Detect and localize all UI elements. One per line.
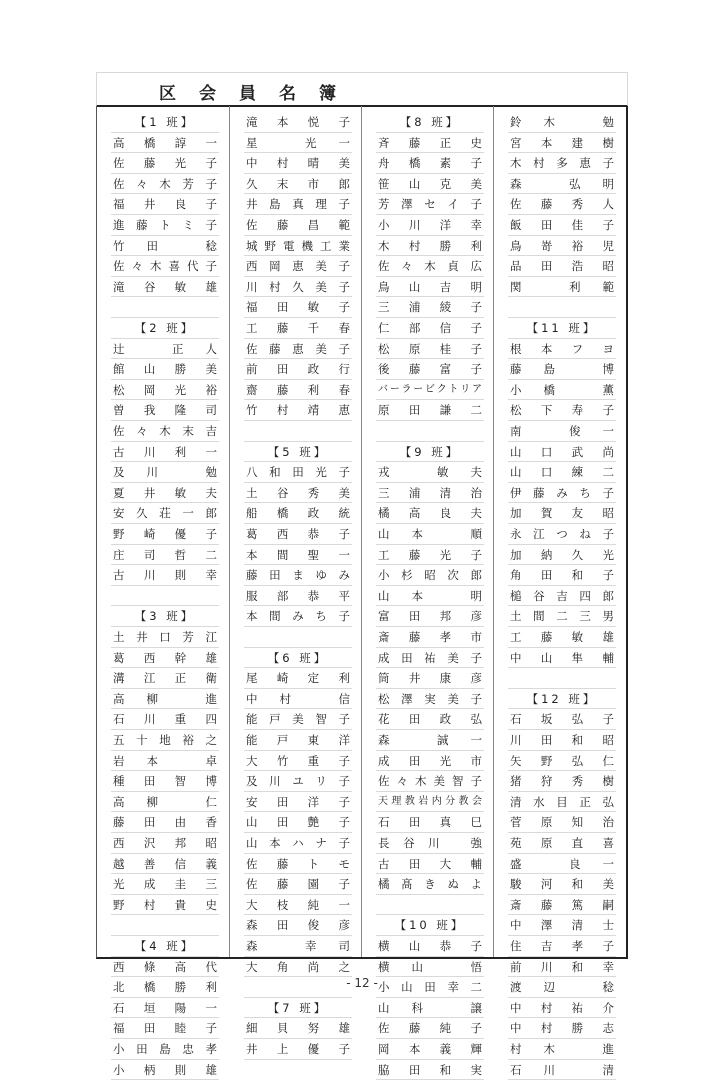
- member-name: 花 田 政 弘: [376, 709, 484, 730]
- member-name: 安 久 荘 一 郎: [111, 503, 219, 524]
- member-name: 芳 澤 セ イ 子: [376, 194, 484, 215]
- member-name: 小 柄 則 雄: [111, 1060, 219, 1080]
- member-name: 三 浦 綾 子: [376, 297, 484, 318]
- member-name: 山 田 艶 子: [244, 812, 352, 833]
- roster-column-4: [493, 106, 626, 1077]
- member-name: 竹 村 靖 恵: [244, 400, 352, 421]
- blank-row: [376, 421, 484, 442]
- member-name: 種 田 智 博: [111, 771, 219, 792]
- member-name: 服 部 恭 平: [244, 586, 352, 607]
- member-name: 安 田 洋 子: [244, 792, 352, 813]
- member-name: 飯 田 佳 子: [508, 215, 616, 236]
- member-name: 小 川 洋 幸: [376, 215, 484, 236]
- roster-column-1: [97, 106, 229, 1077]
- member-name: 葛 西 幹 雄: [111, 648, 219, 669]
- member-name: 夏 井 敏 夫: [111, 483, 219, 504]
- member-name: 中 村 晴 美: [244, 153, 352, 174]
- member-name: 天 理 教 岩 内 分 教 会: [376, 792, 484, 813]
- group-heading: 【9 班】: [376, 442, 484, 463]
- member-name: 野 村 貴 史: [111, 895, 219, 916]
- group-heading: 【1 班】: [111, 112, 219, 133]
- member-name: 工 藤 光 子: [376, 545, 484, 566]
- member-name: 曽 我 隆 司: [111, 400, 219, 421]
- member-name: 本 間 み ち 子: [244, 606, 352, 627]
- member-name: 品 田 浩 昭: [508, 256, 616, 277]
- member-name: 駿 河 和 美: [508, 874, 616, 895]
- member-name: 細 貝 努 雄: [244, 1018, 352, 1039]
- member-name: 原 田 謙 二: [376, 400, 484, 421]
- member-name: 古 川 利 一: [111, 442, 219, 463]
- group-heading: 【2 班】: [111, 318, 219, 339]
- blank-row: [111, 586, 219, 607]
- member-name: 宮 本 建 樹: [508, 133, 616, 154]
- member-name: 根 本 フ ヨ: [508, 339, 616, 360]
- member-name: 葛 西 恭 子: [244, 524, 352, 545]
- member-name: 鳥 山 吉 明: [376, 277, 484, 298]
- member-name: 後 藤 富 子: [376, 359, 484, 380]
- member-name: 小 山 田 幸 二: [376, 977, 484, 998]
- member-name: 加 賀 友 昭: [508, 503, 616, 524]
- member-name: 横 山 恭 子: [376, 936, 484, 957]
- member-name: 石 川 重 四: [111, 709, 219, 730]
- member-name: 佐 々 木 喜 代 子: [111, 256, 219, 277]
- member-name: 藤 田 由 香: [111, 812, 219, 833]
- member-name: 森 弘 明: [508, 174, 616, 195]
- member-name: 西 沢 邦 昭: [111, 833, 219, 854]
- member-name: 笹 山 克 美: [376, 174, 484, 195]
- member-name: 村 木 進: [508, 1039, 616, 1060]
- member-name: 大 枝 純 一: [244, 895, 352, 916]
- member-name: 森 田 俊 彦: [244, 915, 352, 936]
- member-name: 八 和 田 光 子: [244, 462, 352, 483]
- member-name: 松 原 桂 子: [376, 339, 484, 360]
- member-name: 中 村 祐 介: [508, 998, 616, 1019]
- member-name: 富 田 邦 彦: [376, 606, 484, 627]
- group-heading: 【12 班】: [508, 689, 616, 710]
- member-name: 角 田 和 子: [508, 565, 616, 586]
- member-name: 能 戸 美 智 子: [244, 709, 352, 730]
- member-name: 仁 部 信 子: [376, 318, 484, 339]
- member-name: 松 澤 実 美 子: [376, 689, 484, 710]
- member-name: 滝 本 悦 子: [244, 112, 352, 133]
- member-name: 齋 藤 利 春: [244, 380, 352, 401]
- group-heading: 【6 班】: [244, 648, 352, 669]
- member-name: 佐 藤 ト モ: [244, 854, 352, 875]
- group-heading: 【4 班】: [111, 936, 219, 957]
- member-name: 川 村 久 美 子: [244, 277, 352, 298]
- member-name: 長 谷 川 強: [376, 833, 484, 854]
- page-title: 区会員名簿: [159, 84, 359, 104]
- member-name: 脇 田 和 実: [376, 1060, 484, 1080]
- member-name: 大 角 尚 之: [244, 957, 352, 978]
- member-name: 及 川 勉: [111, 462, 219, 483]
- member-name: 城 野 電 機 工 業: [244, 236, 352, 257]
- member-name: 戎 敏 夫: [376, 462, 484, 483]
- blank-row: [508, 668, 616, 689]
- blank-row: [111, 915, 219, 936]
- member-name: 光 成 圭 三: [111, 874, 219, 895]
- member-name: 木 村 多 恵 子: [508, 153, 616, 174]
- member-name: 工 藤 千 春: [244, 318, 352, 339]
- member-name: 中 澤 清 士: [508, 915, 616, 936]
- member-name: 川 田 和 昭: [508, 730, 616, 751]
- group-heading: 【10 班】: [376, 915, 484, 936]
- member-name: 庄 司 哲 二: [111, 545, 219, 566]
- member-name: 佐 々 木 末 吉: [111, 421, 219, 442]
- member-name: 佐 藤 恵 美 子: [244, 339, 352, 360]
- member-name: 佐 藤 純 子: [376, 1018, 484, 1039]
- member-name: 森 幸 司: [244, 936, 352, 957]
- member-name: 南 俊 一: [508, 421, 616, 442]
- member-name: 佐 藤 秀 人: [508, 194, 616, 215]
- member-name: バ ー ラ ー ビ ク ト リ ア: [376, 380, 484, 401]
- page-number: - 12 -: [346, 976, 378, 990]
- member-name: 住 吉 孝 子: [508, 936, 616, 957]
- member-name: 菅 原 知 治: [508, 812, 616, 833]
- member-name: 館 山 勝 美: [111, 359, 219, 380]
- member-name: 盛 良 一: [508, 854, 616, 875]
- member-name: 石 川 清: [508, 1060, 616, 1080]
- member-name: 前 田 政 行: [244, 359, 352, 380]
- member-name: 中 村 信: [244, 689, 352, 710]
- blank-row: [111, 297, 219, 318]
- member-name: 越 善 信 義: [111, 854, 219, 875]
- member-name: 古 田 大 輔: [376, 854, 484, 875]
- member-name: 松 下 寿 子: [508, 400, 616, 421]
- member-name: 佐 々 木 芳 子: [111, 174, 219, 195]
- member-name: 永 江 つ ね 子: [508, 524, 616, 545]
- blank-row: [244, 421, 352, 442]
- member-name: 山 口 武 尚: [508, 442, 616, 463]
- member-name: 山 本 順: [376, 524, 484, 545]
- member-name: 山 口 練 二: [508, 462, 616, 483]
- member-name: 加 納 久 光: [508, 545, 616, 566]
- member-name: 槌 谷 吉 四 郎: [508, 586, 616, 607]
- member-name: 西 岡 恵 美 子: [244, 256, 352, 277]
- member-name: 井 島 真 理 子: [244, 194, 352, 215]
- member-name: 矢 野 弘 仁: [508, 751, 616, 772]
- member-name: 山 本 明: [376, 586, 484, 607]
- group-heading: 【8 班】: [376, 112, 484, 133]
- member-name: 山 本 ハ ナ 子: [244, 833, 352, 854]
- member-name: 進 藤 ト ミ 子: [111, 215, 219, 236]
- blank-row: [508, 297, 616, 318]
- member-name: 藤 田 ま ゆ み: [244, 565, 352, 586]
- member-name: 福 田 敏 子: [244, 297, 352, 318]
- member-name: 高 橋 諄 一: [111, 133, 219, 154]
- member-name: 佐 々 木 美 智 子: [376, 771, 484, 792]
- member-name: 中 山 隼 輔: [508, 648, 616, 669]
- member-name: 石 田 真 巳: [376, 812, 484, 833]
- member-name: 佐 藤 昌 範: [244, 215, 352, 236]
- member-name: 工 藤 敏 雄: [508, 627, 616, 648]
- member-name: 橘 髙 き ぬ よ: [376, 874, 484, 895]
- member-name: 福 田 睦 子: [111, 1018, 219, 1039]
- member-name: 山 科 譲: [376, 998, 484, 1019]
- member-name: 船 橋 政 統: [244, 503, 352, 524]
- member-name: 中 村 勝 志: [508, 1018, 616, 1039]
- member-name: 鳥 嵜 裕 児: [508, 236, 616, 257]
- member-name: 竹 田 稔: [111, 236, 219, 257]
- member-name: 本 間 聖 一: [244, 545, 352, 566]
- member-name: 斎 藤 篤 嗣: [508, 895, 616, 916]
- member-name: 辻 正 人: [111, 339, 219, 360]
- member-name: 木 村 勝 利: [376, 236, 484, 257]
- member-name: 及 川 ユ リ 子: [244, 771, 352, 792]
- member-name: 古 川 則 幸: [111, 565, 219, 586]
- member-name: 渡 辺 稔: [508, 977, 616, 998]
- member-name: 石 坂 弘 子: [508, 709, 616, 730]
- member-name: 松 岡 光 裕: [111, 380, 219, 401]
- member-name: 野 崎 優 子: [111, 524, 219, 545]
- member-name: 福 井 良 子: [111, 194, 219, 215]
- member-name: 五 十 地 裕 之: [111, 730, 219, 751]
- member-name: 清 水 目 正 弘: [508, 792, 616, 813]
- group-heading: 【5 班】: [244, 442, 352, 463]
- member-name: 舟 橋 素 子: [376, 153, 484, 174]
- member-name: 成 田 光 市: [376, 751, 484, 772]
- member-name: 筒 井 康 彦: [376, 668, 484, 689]
- group-heading: 【11 班】: [508, 318, 616, 339]
- member-name: 滝 谷 敏 雄: [111, 277, 219, 298]
- member-name: 鈴 木 勉: [508, 112, 616, 133]
- roster-grid: [96, 106, 628, 1077]
- member-name: 尾 崎 定 利: [244, 668, 352, 689]
- member-name: 斎 藤 孝 市: [376, 627, 484, 648]
- member-name: 井 上 優 子: [244, 1039, 352, 1060]
- member-name: 小 橋 薫: [508, 380, 616, 401]
- member-name: 小 田 島 忠 孝: [111, 1039, 219, 1060]
- member-name: 橘 高 良 夫: [376, 503, 484, 524]
- member-name: 大 竹 重 子: [244, 751, 352, 772]
- member-name: 森 誠 一: [376, 730, 484, 751]
- member-name: 藤 島 博: [508, 359, 616, 380]
- member-name: 小 杉 昭 次 郎: [376, 565, 484, 586]
- member-name: 斉 藤 正 史: [376, 133, 484, 154]
- member-name: 星 光 一: [244, 133, 352, 154]
- member-name: 高 柳 仁: [111, 792, 219, 813]
- member-name: 久 末 市 郎: [244, 174, 352, 195]
- member-name: 佐 々 木 貞 広: [376, 256, 484, 277]
- member-name: 土 井 口 芳 江: [111, 627, 219, 648]
- blank-row: [244, 627, 352, 648]
- member-name: 石 垣 陽 一: [111, 998, 219, 1019]
- member-name: 能 戸 東 洋: [244, 730, 352, 751]
- member-name: 高 柳 進: [111, 689, 219, 710]
- member-name: 横 山 悟: [376, 957, 484, 978]
- member-name: 三 浦 清 治: [376, 483, 484, 504]
- group-heading: 【3 班】: [111, 606, 219, 627]
- member-name: 成 田 祐 美 子: [376, 648, 484, 669]
- member-name: 伊 藤 み ち 子: [508, 483, 616, 504]
- member-name: 西 條 高 代: [111, 957, 219, 978]
- member-name: 前 川 和 幸: [508, 957, 616, 978]
- member-name: 北 橋 勝 利: [111, 977, 219, 998]
- member-name: 関 利 範: [508, 277, 616, 298]
- blank-row: [376, 895, 484, 916]
- group-heading: 【7 班】: [244, 998, 352, 1019]
- member-name: 苑 原 直 喜: [508, 833, 616, 854]
- member-name: 岡 本 義 輝: [376, 1039, 484, 1060]
- member-name: 土 谷 秀 美: [244, 483, 352, 504]
- title-box: [96, 72, 628, 107]
- member-name: 岩 本 卓: [111, 751, 219, 772]
- member-name: 溝 江 正 衛: [111, 668, 219, 689]
- member-name: 猪 狩 秀 樹: [508, 771, 616, 792]
- roster-sheet: [96, 72, 628, 1077]
- member-name: 佐 藤 光 子: [111, 153, 219, 174]
- member-name: 佐 藤 園 子: [244, 874, 352, 895]
- member-name: 土 間 二 三 男: [508, 606, 616, 627]
